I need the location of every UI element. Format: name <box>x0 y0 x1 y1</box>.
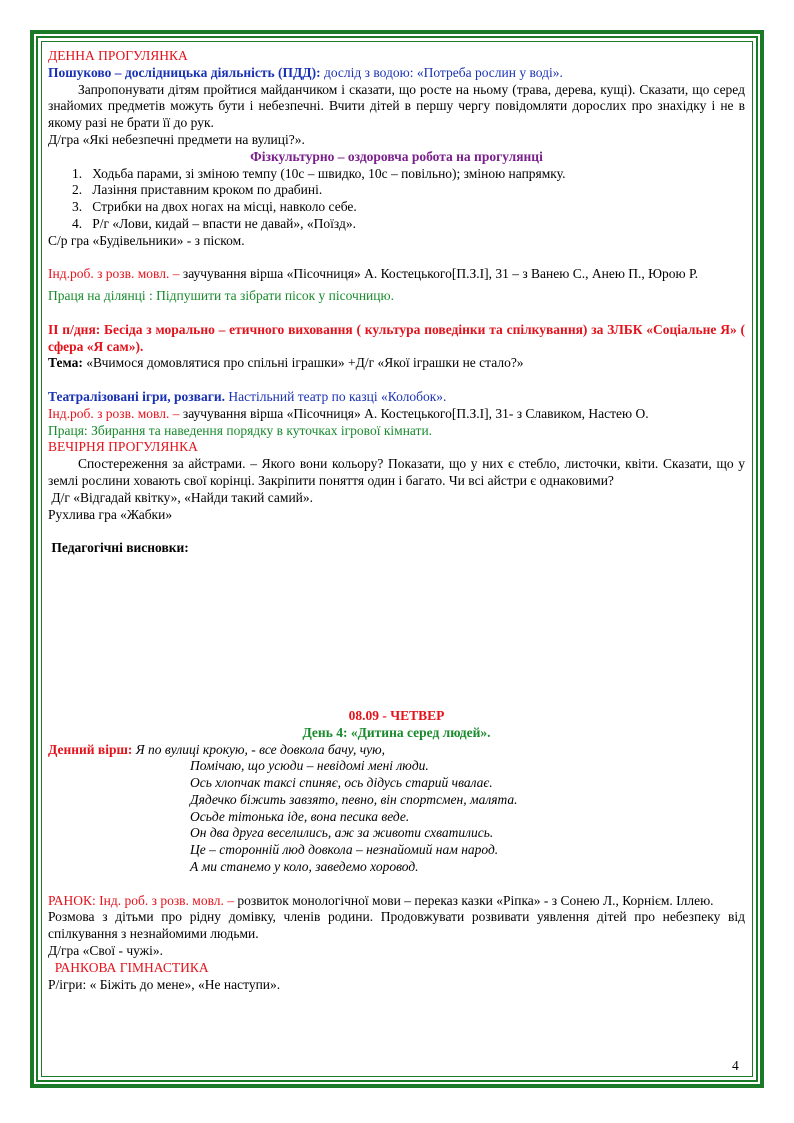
second-half-day: ІІ п/дня: Бесіда з морально – етичного виховання ( культура поведінки та спілкування) за ЗЛБК «Соціальне Я» ( сфера «Я сам»). <box>48 321 745 354</box>
poem-label: Денний вірш: <box>48 741 133 757</box>
ind2-text: заучування вірша «Пісочниця» А. Костецького[П.З.І], 31- з Славиком, Настею О. <box>179 405 649 421</box>
pdd-line <box>48 65 745 82</box>
poem-line-1: Я по вулиці крокую, - все довкола бачу, чую, <box>132 741 386 757</box>
ind2-label: Інд.роб. з розв. мовл. – <box>48 405 180 421</box>
individual-work-2 <box>48 406 745 423</box>
theme-text: «Вчимося домовлятися про спільні іграшки» +Д/г «Якої іграшки не стало?» <box>82 355 524 371</box>
morning-individual-work <box>48 893 745 910</box>
spacer <box>48 876 745 893</box>
theatre-text: Настільний театр по казці «Колобок». <box>225 388 447 404</box>
morning-talk: Розмова з дітьми про рідну домівку, членів родини. Продовжувати розвивати уявлення дітей про небезпеку від спілкування з незнайомими людьми. <box>48 909 745 942</box>
fizo-item-text: Стрибки на двох ногах на місці, навколо себе. <box>92 199 357 215</box>
thursday-date: 08.09 - ЧЕТВЕР <box>348 707 445 723</box>
fizo-item-text: Ходьба парами, зі зміною темпу (10с – швидко, 10с – повільно); зміною напрямку. <box>92 165 566 181</box>
evening-walk-heading: ВЕЧІРНЯ ПРОГУЛЯНКА <box>48 439 198 455</box>
pdd-text: дослід з водою: «Потреба рослин у воді». <box>320 64 563 80</box>
poem-line: Дядечко біжить завзято, певно, він спортсмен, малята. <box>190 791 518 807</box>
fizo-item-3 <box>48 199 745 216</box>
evening-paragraph: Спостереження за айстрами. – Якого вони кольору? Показати, що у них є стебло, листочки, квіти. Сказати, що у землі рослини ховають свої корінці. Закріпити поняття один і багато. Чи всі айстри є однаковими? <box>48 456 745 488</box>
morning-text: розвиток монологічної мови – переказ казки «Ріпка» - з Сонею Л., Корнієм. Іллею. <box>234 892 714 908</box>
mobile-game: Рухлива гра «Жабки» <box>48 506 173 522</box>
poem-line: Ось хлопчак таксі спиняє, ось дідусь старий чвалає. <box>190 775 493 791</box>
work2-label: Праця: <box>48 422 88 438</box>
work-line <box>48 423 745 440</box>
poem-line: Он два друга веселились, аж за животи схватились. <box>190 825 494 841</box>
fizo-item-1 <box>48 166 745 183</box>
fizo-item-number: 1. <box>72 165 83 181</box>
fizo-item-number: 2. <box>72 182 83 198</box>
fizo-list <box>48 166 745 233</box>
poem-line: Це – сторонній люд довкола – незнайомий нам народ. <box>190 842 499 858</box>
pdd-label: Пошуково – дослідницька діяльність (ПДД): <box>48 64 321 80</box>
theatre-line <box>48 389 745 406</box>
morning-label: РАНОК: Інд. роб. з розв. мовл. – <box>48 892 235 908</box>
page-number: 4 <box>732 1058 739 1073</box>
individual-work-1 <box>48 266 745 283</box>
spacer <box>48 523 745 540</box>
fizo-item-4 <box>48 216 745 233</box>
work-on-site: Праця на ділянці : Підпушити та зібрати пісок у пісочницю. <box>48 288 394 304</box>
fizo-item-number: 3. <box>72 199 83 215</box>
fizo-item-text: Р/г «Лови, кидай – впасти не давай», «Поїзд». <box>92 215 356 231</box>
poem-line: Осьде тітонька іде, вона песика веде. <box>190 808 410 824</box>
conclusions-blank-area <box>48 557 745 708</box>
day-walk-paragraph: Запропонувати дітям пройтися майданчиком і сказати, що росте на ньому (трава, дерева, кущі). Сказати, що серед знайомих предметів можуть бути і небезпечні. Вчити дітей в першу чергу повідомляти дорослих про знахідку і не в якому разі не брати її до рук. <box>48 81 745 131</box>
fizo-item-2 <box>48 182 745 199</box>
role-game: С/р гра «Будівельники» - з піском. <box>48 232 245 248</box>
morning-game: Д/гра «Свої - чужі». <box>48 943 163 959</box>
theatre-label: Театралізовані ігри, розваги. <box>48 388 226 404</box>
fizo-item-text: Лазіння приставним кроком по драбині. <box>92 182 323 198</box>
theme-line <box>48 355 745 372</box>
poem-line: А ми станемо у коло, заведемо хоровод. <box>190 859 419 875</box>
poem-first-line <box>48 742 745 759</box>
poem-line: Помічаю, що усюди – невідомі мені люди. <box>190 758 429 774</box>
morning-gymnastics-heading: РАНКОВА ГІМНАСТИКА <box>48 959 209 975</box>
spacer <box>48 372 745 389</box>
work2-text: Збирання та наведення порядку в куточках ігрової кімнати. <box>87 422 433 438</box>
ind1-text: заучування вірша «Пісочниця» А. Костецького[П.З.І], 31 – з Ванею С., Анею П., Юрою Р. <box>179 266 699 282</box>
fizo-item-number: 4. <box>72 215 83 231</box>
day-theme: День 4: «Дитина серед людей». <box>302 724 491 740</box>
pedagogical-conclusions: Педагогічні висновки: <box>48 540 189 556</box>
evening-games: Д/г «Відгадай квітку», «Найди такий самий». <box>48 489 314 505</box>
morning-mobile-games: Р/ігри: « Біжіть до мене», «Не наступи». <box>48 976 281 992</box>
day-walk-game: Д/гра «Які небезпечні предмети на вулиці?». <box>48 131 305 147</box>
ind1-label: Інд.роб. з розв. мовл. – <box>48 266 180 282</box>
spacer <box>48 305 745 322</box>
document-body <box>48 48 745 993</box>
theme-label: Тема: <box>48 355 83 371</box>
day-walk-heading: ДЕННА ПРОГУЛЯНКА <box>48 48 188 63</box>
fizo-heading: Фізкультурно – оздоровча робота на прогулянці <box>250 148 543 164</box>
spacer <box>48 250 745 267</box>
